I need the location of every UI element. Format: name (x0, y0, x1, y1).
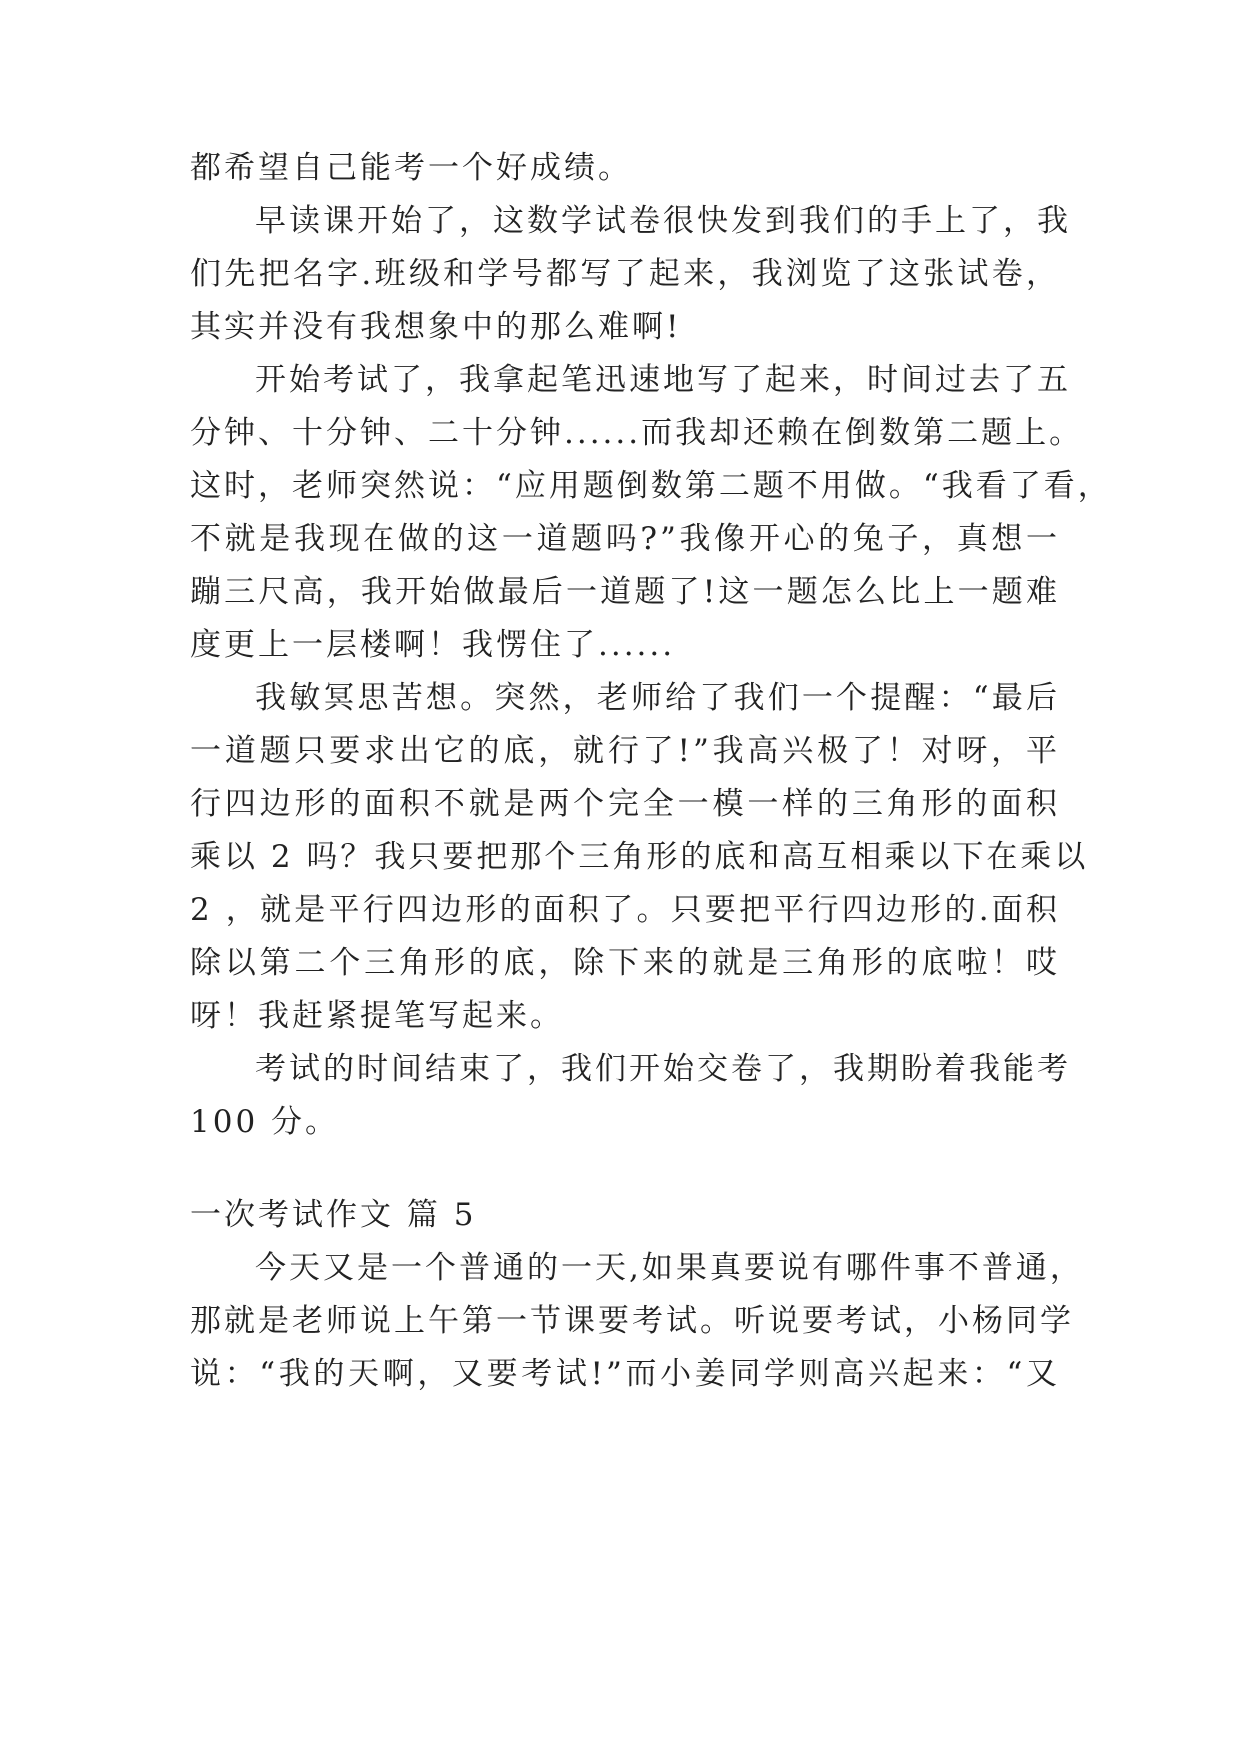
paragraph-first-line: 考试的时间结束了，我们开始交卷了，我期盼着我能考 (255, 1051, 1071, 1087)
text-line: 除以第二个三角形的底，除下来的就是三角形的底啦！哎 (190, 945, 1060, 981)
text-line: 2 ，就是平行四边形的面积了。只要把平行四边形的.面积 (190, 892, 1060, 928)
paragraph-first-line: 开始考试了，我拿起笔迅速地写了起来，时间过去了五 (255, 362, 1071, 398)
paragraph-first-line: 今天又是一个普通的一天,如果真要说有哪件事不普通， (255, 1250, 1084, 1286)
text-line: 呀！我赶紧提笔写起来。 (190, 998, 564, 1034)
paragraph-first-line: 我敏冥思苦想。突然，老师给了我们一个提醒：“最后 (255, 680, 1060, 716)
text-line: 们先把名字.班级和学号都写了起来，我浏览了这张试卷， (190, 256, 1060, 292)
text-line: 100 分。 (190, 1104, 340, 1140)
text-line: 度更上一层楼啊！我愣住了...... (190, 627, 676, 663)
text-line: 分钟、十分钟、二十分钟......而我却还赖在倒数第二题上。 (190, 415, 1084, 451)
text-line: 一道题只要求出它的底，就行了!”我高兴极了！对呀，平 (190, 733, 1060, 769)
paragraph-first-line: 早读课开始了，这数学试卷很快发到我们的手上了，我 (255, 203, 1071, 239)
text-line: 蹦三尺高，我开始做最后一道题了!这一题怎么比上一题难 (190, 574, 1060, 610)
section-heading: 一次考试作文 篇 5 (190, 1197, 477, 1233)
text-line: 其实并没有我想象中的那么难啊! (190, 309, 682, 345)
text-line: 说：“我的天啊，又要考试!”而小姜同学则高兴起来：“又 (190, 1356, 1060, 1392)
text-line: 行四边形的面积不就是两个完全一模一样的三角形的面积 (190, 786, 1060, 822)
text-line: 不就是我现在做的这一道题吗?”我像开心的兔子，真想一 (190, 521, 1060, 557)
text-line: 这时，老师突然说：“应用题倒数第二题不用做。“我看了看， (190, 468, 1112, 504)
text-line: 都希望自己能考一个好成绩。 (190, 150, 632, 186)
text-line: 乘以 2 吗？我只要把那个三角形的底和高互相乘以下在乘以 (190, 839, 1089, 875)
text-line: 那就是老师说上午第一节课要考试。听说要考试，小杨同学 (190, 1303, 1074, 1339)
